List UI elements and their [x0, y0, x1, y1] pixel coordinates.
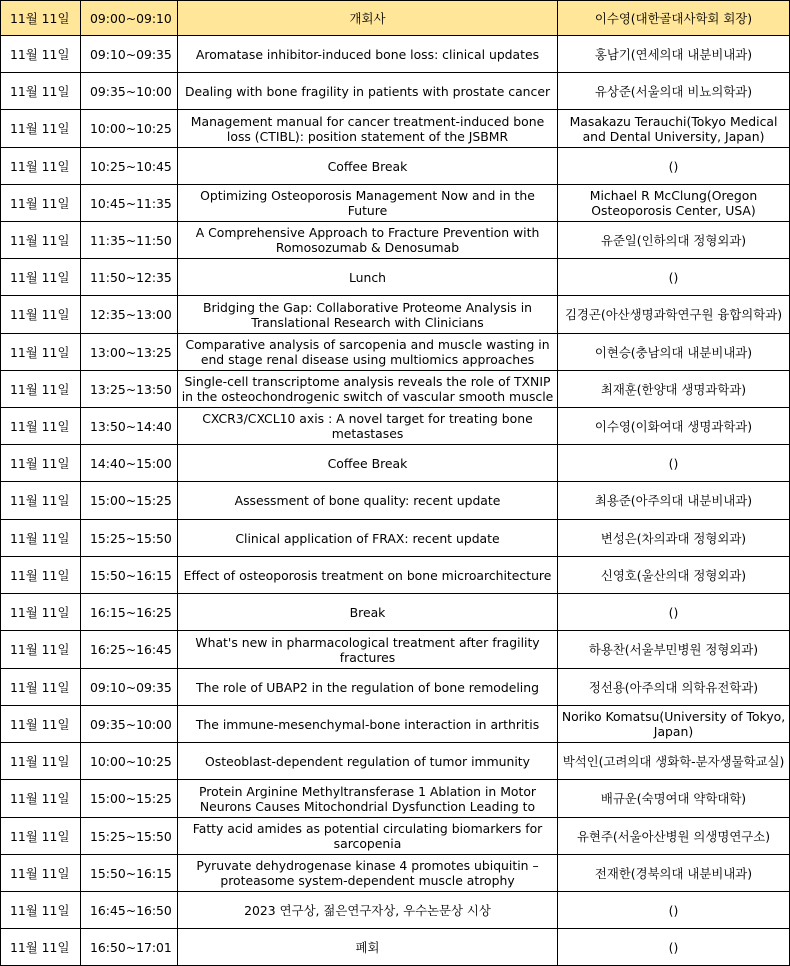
- table-row: [1, 892, 790, 929]
- title-cell: Dealing with bone fragility in patients with prostate cancer: [178, 73, 558, 110]
- time-cell: 09:10~09:35: [81, 669, 178, 706]
- time-cell: 09:10~09:35: [81, 36, 178, 73]
- time-cell: 10:45~11:35: [81, 185, 178, 222]
- table-row: [1, 780, 790, 818]
- speaker-cell: 이수영(이화여대 생명과학과): [558, 408, 790, 445]
- speaker-cell: (): [558, 259, 790, 296]
- date-cell: 11월 11일: [1, 631, 81, 669]
- time-cell: 15:00~15:25: [81, 482, 178, 520]
- title-cell: Fatty acid amides as potential circulating biomarkers for sarcopenia: [178, 818, 558, 855]
- title-cell: 2023 연구상, 젊은연구자상, 우수논문상 시상: [178, 892, 558, 929]
- table-row: [1, 296, 790, 334]
- title-cell: CXCR3/CXCL10 axis : A novel target for treating bone metastases: [178, 408, 558, 445]
- title-cell: The role of UBAP2 in the regulation of bone remodeling: [178, 669, 558, 706]
- title-cell: Comparative analysis of sarcopenia and muscle wasting in end stage renal disease using multiomics approaches: [178, 334, 558, 371]
- speaker-cell: Masakazu Terauchi(Tokyo Medical and Dental University, Japan): [558, 110, 790, 148]
- title-cell: Pyruvate dehydrogenase kinase 4 promotes ubiquitin –proteasome system-dependent muscle atrophy: [178, 855, 558, 892]
- time-cell: 13:25~13:50: [81, 371, 178, 408]
- schedule-header-row: [1, 1, 790, 36]
- schedule-body: [1, 1, 790, 966]
- title-cell: Lunch: [178, 259, 558, 296]
- speaker-cell: 홍남기(연세의대 내분비내과): [558, 36, 790, 73]
- speaker-cell: 하용찬(서울부민병원 정형외과): [558, 631, 790, 669]
- time-cell: 10:25~10:45: [81, 148, 178, 185]
- title-cell: Management manual for cancer treatment-induced bone loss (CTIBL): position statement of the JSBMR: [178, 110, 558, 148]
- speaker-cell: (): [558, 148, 790, 185]
- date-cell: 11월 11일: [1, 520, 81, 557]
- title-cell: Assessment of bone quality: recent update: [178, 482, 558, 520]
- title-cell: Clinical application of FRAX: recent update: [178, 520, 558, 557]
- time-cell: 13:00~13:25: [81, 334, 178, 371]
- date-cell: 11월 11일: [1, 743, 81, 780]
- speaker-cell: 박석인(고려의대 생화학-분자생물학교실): [558, 743, 790, 780]
- title-cell: Bridging the Gap: Collaborative Proteome Analysis in Translational Research with Clinicians: [178, 296, 558, 334]
- title-cell: Break: [178, 594, 558, 631]
- date-cell: 11월 11일: [1, 36, 81, 73]
- speaker-cell: Michael R McClung(Oregon Osteoporosis Center, USA): [558, 185, 790, 222]
- speaker-cell: 신영호(울산의대 정형외과): [558, 557, 790, 594]
- date-cell: 11월 11일: [1, 259, 81, 296]
- date-cell: 11월 11일: [1, 185, 81, 222]
- date-cell: 11월 11일: [1, 482, 81, 520]
- date-cell: 11월 11일: [1, 296, 81, 334]
- date-cell: 11월 11일: [1, 892, 81, 929]
- speaker-cell: 이현승(충남의대 내분비내과): [558, 334, 790, 371]
- title-cell: Optimizing Osteoporosis Management Now and in the Future: [178, 185, 558, 222]
- time-cell: 14:40~15:00: [81, 445, 178, 482]
- date-cell: 11월 11일: [1, 222, 81, 259]
- time-cell: 13:50~14:40: [81, 408, 178, 445]
- table-row: [1, 36, 790, 73]
- title-cell: What's new in pharmacological treatment after fragility fractures: [178, 631, 558, 669]
- date-cell: 11월 11일: [1, 855, 81, 892]
- table-row: [1, 929, 790, 966]
- speaker-cell: 전재한(경북의대 내분비내과): [558, 855, 790, 892]
- speaker-cell: 변성은(차의과대 정형외과): [558, 520, 790, 557]
- date-cell: 11월 11일: [1, 110, 81, 148]
- title-cell: The immune-mesenchymal-bone interaction in arthritis: [178, 706, 558, 743]
- speaker-cell: (): [558, 445, 790, 482]
- date-cell: 11월 11일: [1, 780, 81, 818]
- table-row: [1, 73, 790, 110]
- time-cell: 16:45~16:50: [81, 892, 178, 929]
- date-cell: 11월 11일: [1, 445, 81, 482]
- time-cell: 15:50~16:15: [81, 557, 178, 594]
- time-cell: 15:25~15:50: [81, 818, 178, 855]
- title-cell: Aromatase inhibitor-induced bone loss: clinical updates: [178, 36, 558, 73]
- speaker-cell: 유상준(서울의대 비뇨의학과): [558, 73, 790, 110]
- date-cell: 11월 11일: [1, 334, 81, 371]
- table-row: [1, 445, 790, 482]
- title-cell: Effect of osteoporosis treatment on bone microarchitecture: [178, 557, 558, 594]
- title-cell: Protein Arginine Methyltransferase 1 Ablation in Motor Neurons Causes Mitochondrial Dysfunction Leading to: [178, 780, 558, 818]
- title-cell: Single-cell transcriptome analysis reveals the role of TXNIP in the osteochondrogenic switch of vascular smooth muscle: [178, 371, 558, 408]
- speaker-cell: 유현주(서울아산병원 의생명연구소): [558, 818, 790, 855]
- date-cell: 11월 11일: [1, 73, 81, 110]
- table-row: [1, 222, 790, 259]
- table-row: [1, 669, 790, 706]
- title-cell: 폐회: [178, 929, 558, 966]
- table-row: [1, 482, 790, 520]
- speaker-cell: 정선용(아주의대 의학유전학과): [558, 669, 790, 706]
- date-cell: 11월 11일: [1, 148, 81, 185]
- speaker-cell: 최재훈(한양대 생명과학과): [558, 371, 790, 408]
- date-cell: 11월 11일: [1, 669, 81, 706]
- title-cell: 개회사: [178, 1, 558, 36]
- time-cell: 09:35~10:00: [81, 73, 178, 110]
- table-row: [1, 557, 790, 594]
- table-row: [1, 110, 790, 148]
- title-cell: A Comprehensive Approach to Fracture Prevention with Romosozumab & Denosumab: [178, 222, 558, 259]
- date-cell: 11월 11일: [1, 408, 81, 445]
- time-cell: 09:00~09:10: [81, 1, 178, 36]
- table-row: [1, 706, 790, 743]
- title-cell: Coffee Break: [178, 148, 558, 185]
- table-row: [1, 371, 790, 408]
- time-cell: 15:00~15:25: [81, 780, 178, 818]
- speaker-cell: 최용준(아주의대 내분비내과): [558, 482, 790, 520]
- speaker-cell: Noriko Komatsu(University of Tokyo, Japan): [558, 706, 790, 743]
- date-cell: 11월 11일: [1, 818, 81, 855]
- date-cell: 11월 11일: [1, 557, 81, 594]
- speaker-cell: (): [558, 929, 790, 966]
- time-cell: 12:35~13:00: [81, 296, 178, 334]
- table-row: [1, 631, 790, 669]
- table-row: [1, 185, 790, 222]
- date-cell: 11월 11일: [1, 594, 81, 631]
- table-row: [1, 520, 790, 557]
- time-cell: 11:35~11:50: [81, 222, 178, 259]
- table-row: [1, 148, 790, 185]
- date-cell: 11월 11일: [1, 929, 81, 966]
- time-cell: 16:25~16:45: [81, 631, 178, 669]
- table-row: [1, 855, 790, 892]
- date-cell: 11월 11일: [1, 371, 81, 408]
- time-cell: 11:50~12:35: [81, 259, 178, 296]
- title-cell: Coffee Break: [178, 445, 558, 482]
- speaker-cell: 유준일(인하의대 정형외과): [558, 222, 790, 259]
- date-cell: 11월 11일: [1, 706, 81, 743]
- time-cell: 16:15~16:25: [81, 594, 178, 631]
- time-cell: 09:35~10:00: [81, 706, 178, 743]
- time-cell: 15:50~16:15: [81, 855, 178, 892]
- time-cell: 10:00~10:25: [81, 743, 178, 780]
- date-cell: 11월 11일: [1, 1, 81, 36]
- speaker-cell: 이수영(대한골대사학회 회장): [558, 1, 790, 36]
- time-cell: 10:00~10:25: [81, 110, 178, 148]
- table-row: [1, 743, 790, 780]
- table-row: [1, 334, 790, 371]
- table-row: [1, 594, 790, 631]
- table-row: [1, 408, 790, 445]
- speaker-cell: 배규운(숙명여대 약학대학): [558, 780, 790, 818]
- title-cell: Osteoblast-dependent regulation of tumor immunity: [178, 743, 558, 780]
- time-cell: 15:25~15:50: [81, 520, 178, 557]
- table-row: [1, 259, 790, 296]
- table-row: [1, 818, 790, 855]
- speaker-cell: (): [558, 892, 790, 929]
- speaker-cell: (): [558, 594, 790, 631]
- time-cell: 16:50~17:01: [81, 929, 178, 966]
- speaker-cell: 김경곤(아산생명과학연구원 융합의학과): [558, 296, 790, 334]
